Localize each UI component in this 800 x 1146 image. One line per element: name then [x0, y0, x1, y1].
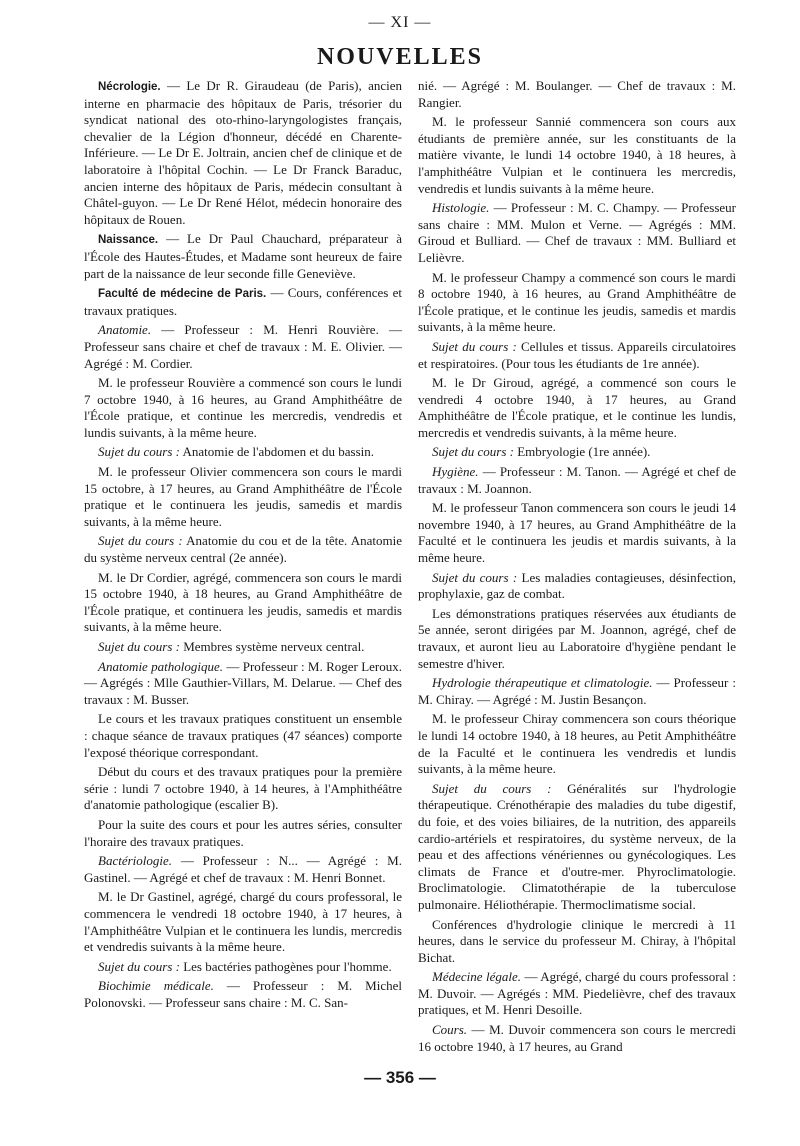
paragraph-hygiene	[418, 464, 736, 497]
paragraph-giroud: M. le Dr Giroud, agrégé, a commencé son cours le vendredi 4 octobre 1940, à 17 heures, au Grand Amphithéâtre de l'École pratique, et le continue les lundis, mercredis et vendredis suivants, à la même heure.	[418, 375, 736, 440]
page-number: — 356 —	[364, 1068, 436, 1087]
paragraph-cours-duvoir	[418, 1022, 736, 1055]
paragraph-sujet-cou	[84, 533, 402, 566]
paragraph-sujet-maladies	[418, 570, 736, 603]
paragraph-sujet-hydrologie	[418, 781, 736, 914]
label-sujet: Sujet du cours :	[432, 780, 552, 796]
paragraph-sujet-membres	[84, 639, 402, 656]
paragraph-anatomie	[84, 322, 402, 372]
label-medecine-legale: Médecine légale.	[432, 969, 521, 985]
label-sujet: Sujet du cours :	[432, 569, 518, 585]
sujet-text: Généralités sur l'hydrologie thérapeutique. Crénothérapie des maladies du tube digestif, du foie, et des voies biliaires, de la nutrition, des appareils cardio-artériels et respiratoires, du système nerveux, de la peau et des affections vénériennes ou gynécologiques. Les climats de France et d'outre-mer. Phyroclimatologie. Broclimatologie. Climatothérapie de la tuberculose pulmonaire. Héliothérapie. Thermoclimatisme social.	[418, 780, 736, 912]
paragraph-champy: M. le professeur Champy a commencé son cours le mardi 8 octobre 1940, à 16 heures, au Grand Amphithéâtre de l'École pratique, et le continue les jeudis, samedis et mardis suivants, à la même heure.	[418, 269, 736, 335]
biochimie-text: — Professeur : M. Michel Polonovski. — Professeur sans chaire : M. C. San-	[84, 978, 402, 1010]
medecine-legale-text: — Agrégé, chargé du cours professoral : M. Duvoir. — Agrégés : MM. Piedelièvre, chef des travaux pratiques, et M. Henri Desoille.	[418, 969, 736, 1018]
label-hydrologie: Hydrologie thérapeutique et climatologie.	[432, 675, 653, 691]
paragraph-bacteriologie	[84, 853, 402, 886]
label-sujet: Sujet du cours :	[98, 958, 180, 974]
paragraph-biochimie-continued: nié. — Agrégé : M. Boulanger. — Chef de travaux : M. Rangier.	[418, 78, 736, 110]
paragraph-faculte	[84, 285, 402, 319]
paragraph-rouviere: M. le professeur Rouvière a commencé son cours le lundi 7 octobre 1940, à 16 heures, au Grand Amphithéâtre de l'École pratique, et continue les mercredis, vendredis et lundis suivants, à la même heure.	[84, 375, 402, 440]
histologie-text: — Professeur : M. C. Champy. — Professeur sans chaire : MM. Mulon et Verne. — Agrégés : MM. Giroud et Bulliard. — Chef de travaux : MM. Bulliard et Lelièvre.	[418, 200, 736, 265]
label-anatomie-pathologique: Anatomie pathologique.	[98, 658, 224, 674]
paragraph-sujet-bacteries	[84, 959, 402, 976]
paragraph-sannie: M. le professeur Sannié commencera son cours aux étudiants de première année, sur les constituants de la matière vivante, le lundi 14 octobre 1940, à 18 heures, à l'amphithéâtre Vulpian et le continuera les mercredis, vendredis et lundis suivants à la même heure.	[418, 114, 736, 196]
label-sujet: Sujet du cours :	[432, 444, 514, 460]
rubric-naissance: Naissance.	[98, 234, 159, 247]
label-sujet: Sujet du cours :	[98, 533, 183, 549]
label-histologie: Histologie.	[432, 200, 490, 216]
label-sujet: Sujet du cours :	[98, 444, 180, 460]
paragraph-sujet-embryologie	[418, 444, 736, 461]
paragraph-hydrologie	[418, 675, 736, 708]
paragraph-conferences: Conférences d'hydrologie clinique le mercredi à 11 heures, dans le service du professeur M. Chiray, à l'hôpital Bichat.	[418, 916, 736, 965]
paragraph-cordier: M. le Dr Cordier, agrégé, commencera son cours le mardi 15 octobre 1940, à 18 heures, au Grand Amphithéâtre de l'École pratique, et continuera les jeudis, samedis et mardis suivants, à la même heure.	[84, 569, 402, 635]
paragraph-debut-cours: Début du cours et des travaux pratiques pour la première série : lundi 7 octobre 1940, à 14 heures, à l'Amphithéâtre d'anatomie pathologique (escalier B).	[84, 764, 402, 813]
hygiene-text: — Professeur : M. Tanon. — Agrégé et chef de travaux : M. Joannon.	[418, 464, 736, 496]
label-sujet: Sujet du cours :	[98, 639, 180, 654]
paragraph-chiray: M. le professeur Chiray commencera son cours théorique le lundi 14 octobre 1940, à 18 heures, au Petit Amphithéâtre de la Faculté et le continuera les vendredis et lundis suivants, à la même heure.	[418, 711, 736, 777]
paragraph-necrologie	[84, 78, 402, 228]
sujet-text: Les bactéries pathogènes pour l'homme.	[179, 958, 392, 974]
hydrologie-text: — Professeur : M. Chiray. — Agrégé : M. Justin Besançon.	[418, 675, 736, 707]
paragraph-biochimie	[84, 978, 402, 1011]
paragraph-cours-ensemble: Le cours et les travaux pratiques constituent un ensemble : chaque séance de travaux pratiques (47 séances) comporte l'exposé théorique correspondant.	[84, 711, 402, 760]
sujet-text: Cellules et tissus. Appareils circulatoires et respiratoires. (Pour tous les étudiants de 1re année).	[418, 338, 736, 371]
paragraph-medecine-legale	[418, 969, 736, 1019]
label-hygiene: Hygiène.	[432, 464, 479, 480]
paragraph-histologie	[418, 200, 736, 266]
paragraph-tanon: M. le professeur Tanon commencera son cours le jeudi 14 novembre 1940, à 17 heures, au Grand Amphithéâtre de la Faculté et le continuera les jeudis et mardis suivants, à la même heure.	[418, 500, 736, 566]
rubric-faculte: Faculté de médecine de Paris.	[98, 288, 267, 301]
paragraph-demonstrations: Les démonstrations pratiques réservées aux étudiants de 5e année, seront dirigées par M. Joannon, agrégé, chef de travaux, et auront lieu au Laboratoire d'hygiène pendant le semestre d'hiver.	[418, 605, 736, 671]
anatomie-text: — Professeur : M. Henri Rouvière. — Professeur sans chaire et chef de travaux : M. E. Olivier. — Agrégé : M. Cordier.	[84, 322, 402, 371]
right-column	[418, 78, 736, 1058]
paragraph-anatomie-pathologique	[84, 659, 402, 709]
paragraph-naissance	[84, 231, 402, 282]
label-sujet: Sujet du cours :	[432, 338, 517, 354]
page-folio: — XI —	[368, 14, 432, 31]
cours-text: — M. Duvoir commencera son cours le mercredi 16 octobre 1940, à 17 heures, au Grand	[418, 1022, 736, 1054]
naissance-text: — Le Dr Paul Chauchard, préparateur à l'École des Hautes-Études, et Madame sont heureux de faire part de la naissance de leur seconde fille Geneviève.	[84, 231, 402, 281]
faculte-text: — Cours, conférences et travaux pratiques.	[84, 285, 402, 318]
rubric-necrologie: Nécrologie.	[98, 81, 161, 93]
label-biochimie: Biochimie médicale.	[98, 978, 214, 994]
paragraph-sujet-abdomen	[84, 444, 402, 461]
label-cours: Cours.	[432, 1022, 468, 1038]
sujet-text: Anatomie du cou et de la tête. Anatomie du système nerveux central (2e année).	[84, 533, 402, 566]
page-title: NOUVELLES	[316, 44, 484, 70]
sujet-text: Anatomie de l'abdomen et du bassin.	[179, 444, 375, 460]
label-anatomie: Anatomie.	[98, 322, 152, 338]
sujet-text: Membres système nerveux central.	[179, 639, 365, 654]
left-column	[84, 78, 402, 1014]
paragraph-olivier: M. le professeur Olivier commencera son cours le mardi 15 octobre, à 17 heures, au Grand Amphithéâtre de l'École pratique et le continuera les jeudis, samedis et mardis suivants, à la même heure.	[84, 464, 402, 529]
label-bacteriologie: Bactériologie.	[98, 853, 173, 869]
paragraph-gastinel: M. le Dr Gastinel, agrégé, chargé du cours professoral, le commencera le vendredi 18 octobre 1940, à 17 heures, à l'Amphithéâtre Vulpian et le continuera les lundis, mercredis et vendredis suivants à la même heure.	[84, 889, 402, 955]
necrologie-text: — Le Dr R. Giraudeau (de Paris), ancien interne en pharmacie des hôpitaux de Paris, trésorier du syndicat national des oto-rhino-laryngologistes français, chevalier de la Légion d'honneur, décédé en Charente-Inférieure. — Le Dr E. Joltrain, ancien chef de clinique et de laboratoire à l'hôpital Cochin. — Le Dr Franck Baraduc, ancien interne des hôpitaux de Paris, médecin consultant à Châtel-guyon. — Le Dr René Hélot, médecin honoraire des hôpitaux de Rouen.	[84, 78, 402, 227]
paragraph-suite-cours: Pour la suite des cours et pour les autres séries, consulter l'horaire des travaux pratiques.	[84, 816, 402, 849]
sujet-text: Les maladies contagieuses, désinfection, prophylaxie, gaz de combat.	[418, 569, 736, 602]
anatomie-pathologique-text: — Professeur : M. Roger Leroux. — Agrégés : Mlle Gauthier-Villars, M. Delarue. — Chef des travaux : M. Busser.	[84, 658, 402, 707]
paragraph-sujet-cellules	[418, 339, 736, 372]
bacteriologie-text: — Professeur : N... — Agrégé : M. Gastinel. — Agrégé et chef de travaux : M. Henri Bonnet.	[84, 853, 402, 885]
sujet-text: Embryologie (1re année).	[513, 444, 651, 460]
